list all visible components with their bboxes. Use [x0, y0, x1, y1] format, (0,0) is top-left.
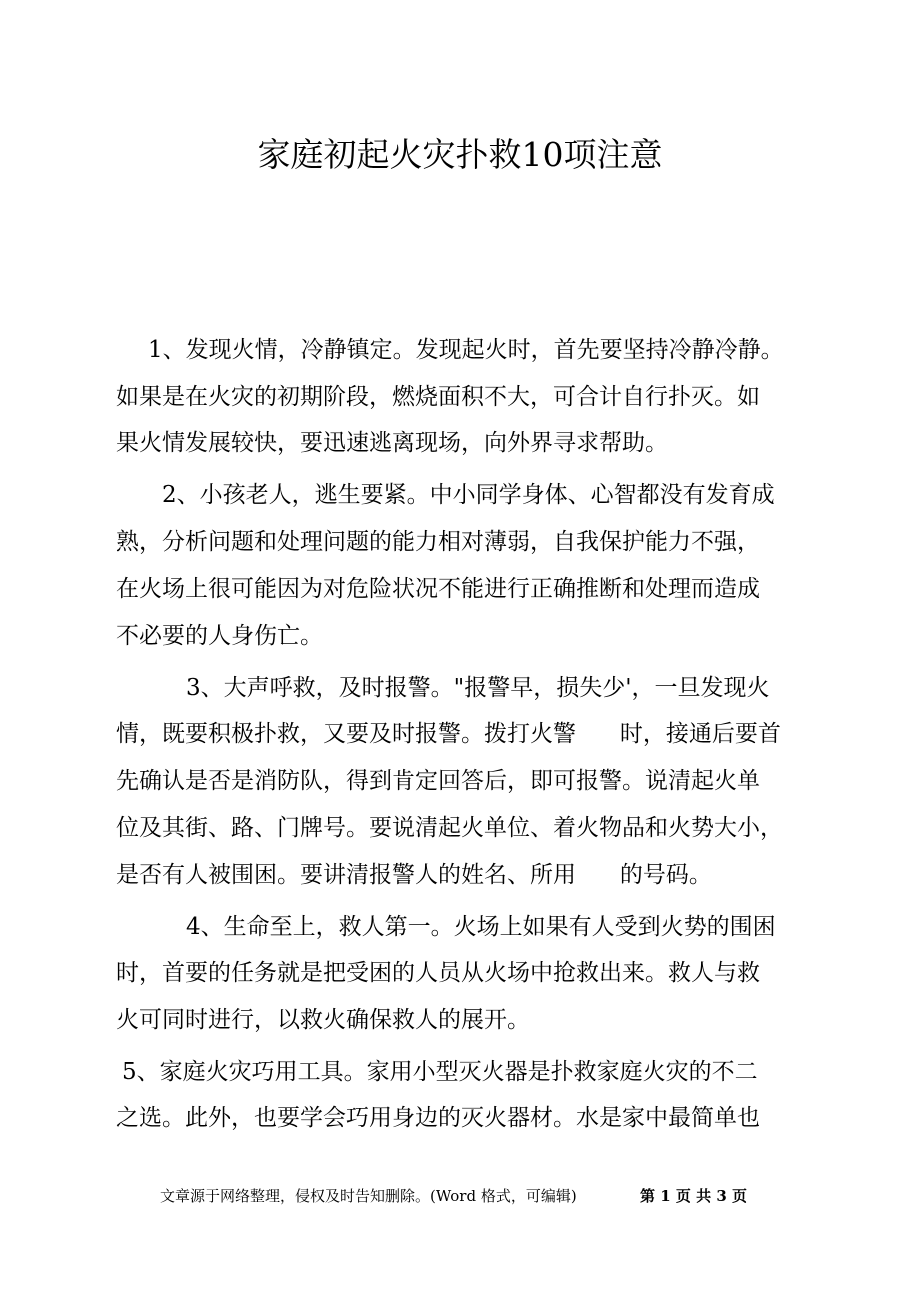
text-line: 如果是在火灾的初期阶段，燃烧面积不大，可合计自行扑灭。如 [116, 384, 760, 410]
text-line: 4、生命至上，救人第一。火场上如果有人受到火势的围困 [186, 914, 776, 940]
page-title: 家庭初起火灾扑救10项注意 [257, 135, 663, 174]
text-line: 位及其街、路、门牌号。要说清起火单位、着火物品和火势大小， [116, 815, 783, 841]
text-line: 情，既要积极扑救，又要及时报警。拨打火警 时，接通后要首 [116, 721, 781, 747]
text-line: 之选。此外，也要学会巧用身边的灭火器材。水是家中最简单也 [116, 1105, 760, 1131]
text-line: 火可同时进行，以救火确保救人的展开。 [116, 1007, 530, 1033]
text-line: 3、大声呼救，及时报警。"报警早，损失少'，一旦发现火 [186, 675, 770, 701]
text-line: 时，首要的任务就是把受困的人员从火场中抢救出来。救人与救 [116, 960, 760, 986]
text-line: 1、发现火情，冷静镇定。发现起火时，首先要坚持冷静冷静。 [148, 337, 784, 363]
text-line: 在火场上很可能因为对危险状况不能进行正确推断和处理而造成 [116, 576, 760, 602]
text-line: 5、家庭火灾巧用工具。家用小型灭火器是扑救家庭火灾的不二 [122, 1059, 758, 1085]
page-number: 第 1 页 共 3 页 [640, 1187, 747, 1205]
text-line: 果火情发展较快，要迅速逃离现场，向外界寻求帮助。 [116, 430, 668, 456]
text-line: 熟，分析问题和处理问题的能力相对薄弱，自我保护能力不强， [116, 529, 760, 555]
text-line: 先确认是否是消防队，得到肯定回答后，即可报警。说清起火单 [116, 768, 760, 794]
footer-note: 文章源于网络整理，侵权及时告知删除。(Word 格式，可编辑) [160, 1187, 577, 1205]
text-line: 不必要的人身伤亡。 [116, 623, 323, 649]
text-line: 2、小孩老人，逃生要紧。中小同学身体、心智都没有发育成 [162, 482, 775, 508]
text-line: 是否有人被围困。要讲清报警人的姓名、所用 的号码。 [116, 862, 712, 888]
